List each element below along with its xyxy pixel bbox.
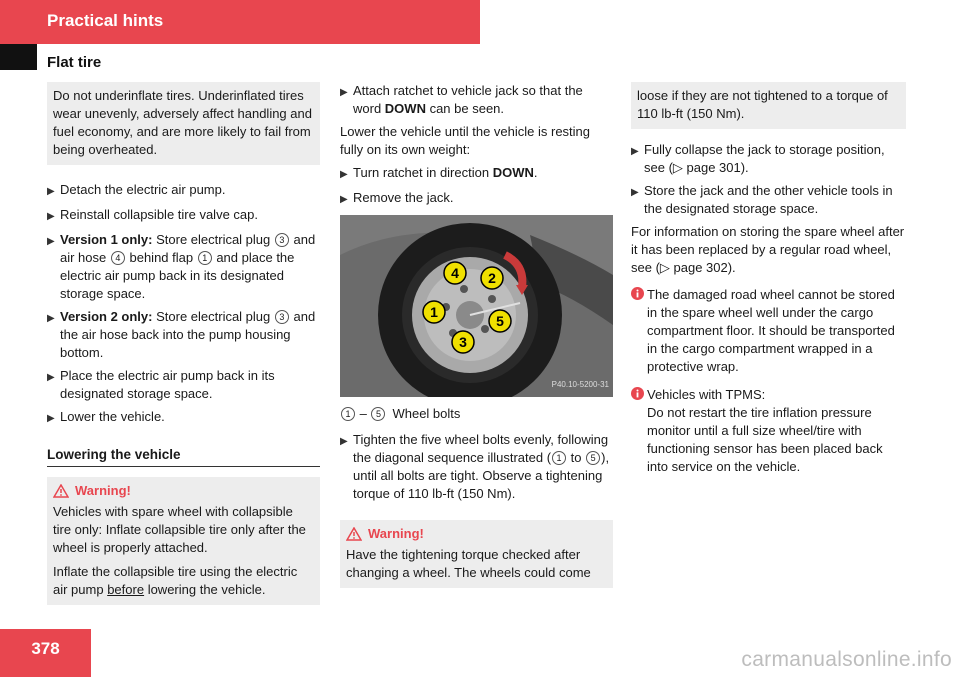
step-arrow-icon: ▶	[631, 187, 639, 198]
callout-5: 5	[586, 451, 600, 465]
warning-triangle-icon	[53, 484, 69, 498]
info-note	[631, 386, 906, 476]
column-right	[631, 82, 906, 486]
step-item	[340, 82, 613, 118]
note-text: Do not underinflate tires. Underinflated tires wear unevenly, adversely affect handling and fuel economy, and are more likely to fail from being overheated.	[53, 88, 312, 157]
step-item	[631, 141, 906, 177]
step-item	[340, 189, 613, 209]
step-text: Detach the electric air pump.	[60, 182, 226, 197]
step-item	[47, 408, 320, 428]
watermark: carmanualsonline.info	[741, 648, 952, 671]
version-label: Version 2 only:	[60, 309, 153, 324]
header-tab-marker	[0, 44, 37, 70]
page-subtitle: Flat tire	[47, 54, 102, 71]
paragraph: Lower the vehicle until the vehicle is resting fully on its own weight:	[340, 124, 591, 157]
info-note	[631, 286, 906, 376]
step-arrow-icon: ▶	[47, 313, 55, 324]
subheading: Lowering the vehicle	[47, 446, 320, 467]
step-item	[47, 206, 320, 226]
callout-1: 1	[552, 451, 566, 465]
callout-1: 1	[341, 407, 355, 421]
warning-box	[47, 477, 320, 605]
warning-text: Inflate the collapsible tire using the electric air pump before lowering the vehicle.	[53, 564, 298, 597]
step-text: Store the jack and the other vehicle tools in the designated storage space.	[644, 183, 893, 216]
step-text: Tighten the five wheel bolts evenly, following the diagonal sequence illustrated ( 1 to 5 ), until all bolts are tight. Observe a tightening torque of 110 lb-ft (150 Nm).	[353, 432, 610, 501]
info-icon	[631, 386, 647, 476]
step-text: Version 1 only: Store electrical plug 3 and air hose 4 behind flap 1 and place the electric air pump back in its designated storage space.	[60, 232, 316, 301]
info-text: Vehicles with TPMS: Do not restart the tire inflation pressure monitor until a full size wheel/tire with functioning sensor has been placed back into service on the vehicle.	[647, 387, 883, 474]
step-text: Place the electric air pump back in its designated storage space.	[60, 368, 275, 401]
step-arrow-icon: ▶	[47, 236, 55, 247]
step-item	[47, 231, 320, 303]
callout-4: 4	[111, 251, 125, 265]
note-box	[47, 82, 320, 165]
legend: 1 – 5 Wheel bolts	[340, 405, 613, 423]
svg-text:4: 4	[451, 265, 459, 281]
callout-3: 3	[275, 310, 289, 324]
step-text: Attach ratchet to vehicle jack so that the word DOWN can be seen.	[353, 83, 583, 116]
callout-3: 3	[275, 233, 289, 247]
info-icon	[631, 286, 647, 376]
version-label: Version 1 only:	[60, 232, 153, 247]
info-text: The damaged road wheel cannot be stored in the spare wheel well under the cargo compartment floor. It should be transported in the cargo compartment wrapped in a protective wrap.	[647, 287, 895, 374]
warning-title: Warning!	[346, 525, 607, 543]
step-arrow-icon: ▶	[47, 211, 55, 222]
step-item	[47, 308, 320, 362]
warning-triangle-icon	[346, 527, 362, 541]
page-number: 378	[31, 639, 60, 658]
wheel-bolts-photo	[340, 215, 613, 397]
step-arrow-icon: ▶	[47, 413, 55, 424]
warning-text: Have the tightening torque checked after changing a wheel. The wheels could come	[346, 547, 591, 580]
photo-code: P40.10-5200-31	[551, 380, 609, 389]
warning-text: Vehicles with spare wheel with collapsible tire only: Inflate collapsible tire only after the wheel is properly attached.	[53, 504, 306, 555]
paragraph: For information on storing the spare wheel after it has been replaced by a regular road wheel, see (▷ page 302).	[631, 224, 905, 275]
step-text: Fully collapse the jack to storage position, see (▷ page 301).	[644, 142, 885, 175]
warning-title: Warning!	[53, 482, 314, 500]
step-arrow-icon: ▶	[631, 146, 639, 157]
warning-box	[340, 520, 613, 588]
step-arrow-icon: ▶	[340, 87, 348, 98]
column-middle	[340, 82, 613, 588]
svg-text:5: 5	[496, 313, 504, 329]
wheel-illustration	[340, 215, 613, 397]
step-item	[47, 367, 320, 403]
column-left	[47, 82, 320, 605]
warning-text: loose if they are not tightened to a torque of 110 lb-ft (150 Nm).	[637, 88, 888, 121]
step-item	[47, 181, 320, 201]
svg-text:3: 3	[459, 334, 467, 350]
step-text: Version 2 only: Store electrical plug 3 and the air hose back into the pump housing bottom.	[60, 309, 316, 360]
legend-label: Wheel bolts	[392, 406, 461, 421]
step-item	[340, 164, 613, 184]
callout-5: 5	[371, 407, 385, 421]
step-text: Remove the jack.	[353, 190, 454, 205]
step-item	[340, 431, 613, 503]
step-arrow-icon: ▶	[47, 372, 55, 383]
step-arrow-icon: ▶	[340, 194, 348, 205]
section-title-header: Practical hints	[47, 11, 164, 30]
step-arrow-icon: ▶	[47, 186, 55, 197]
step-arrow-icon: ▶	[340, 169, 348, 180]
step-text: Lower the vehicle.	[60, 409, 165, 424]
step-arrow-icon: ▶	[340, 436, 348, 447]
warning-continued-box	[631, 82, 906, 129]
svg-text:1: 1	[430, 304, 438, 320]
step-item	[631, 182, 906, 218]
svg-text:2: 2	[488, 270, 496, 286]
step-text: Reinstall collapsible tire valve cap.	[60, 207, 258, 222]
callout-1: 1	[198, 251, 212, 265]
step-text: Turn ratchet in direction DOWN.	[353, 165, 538, 180]
